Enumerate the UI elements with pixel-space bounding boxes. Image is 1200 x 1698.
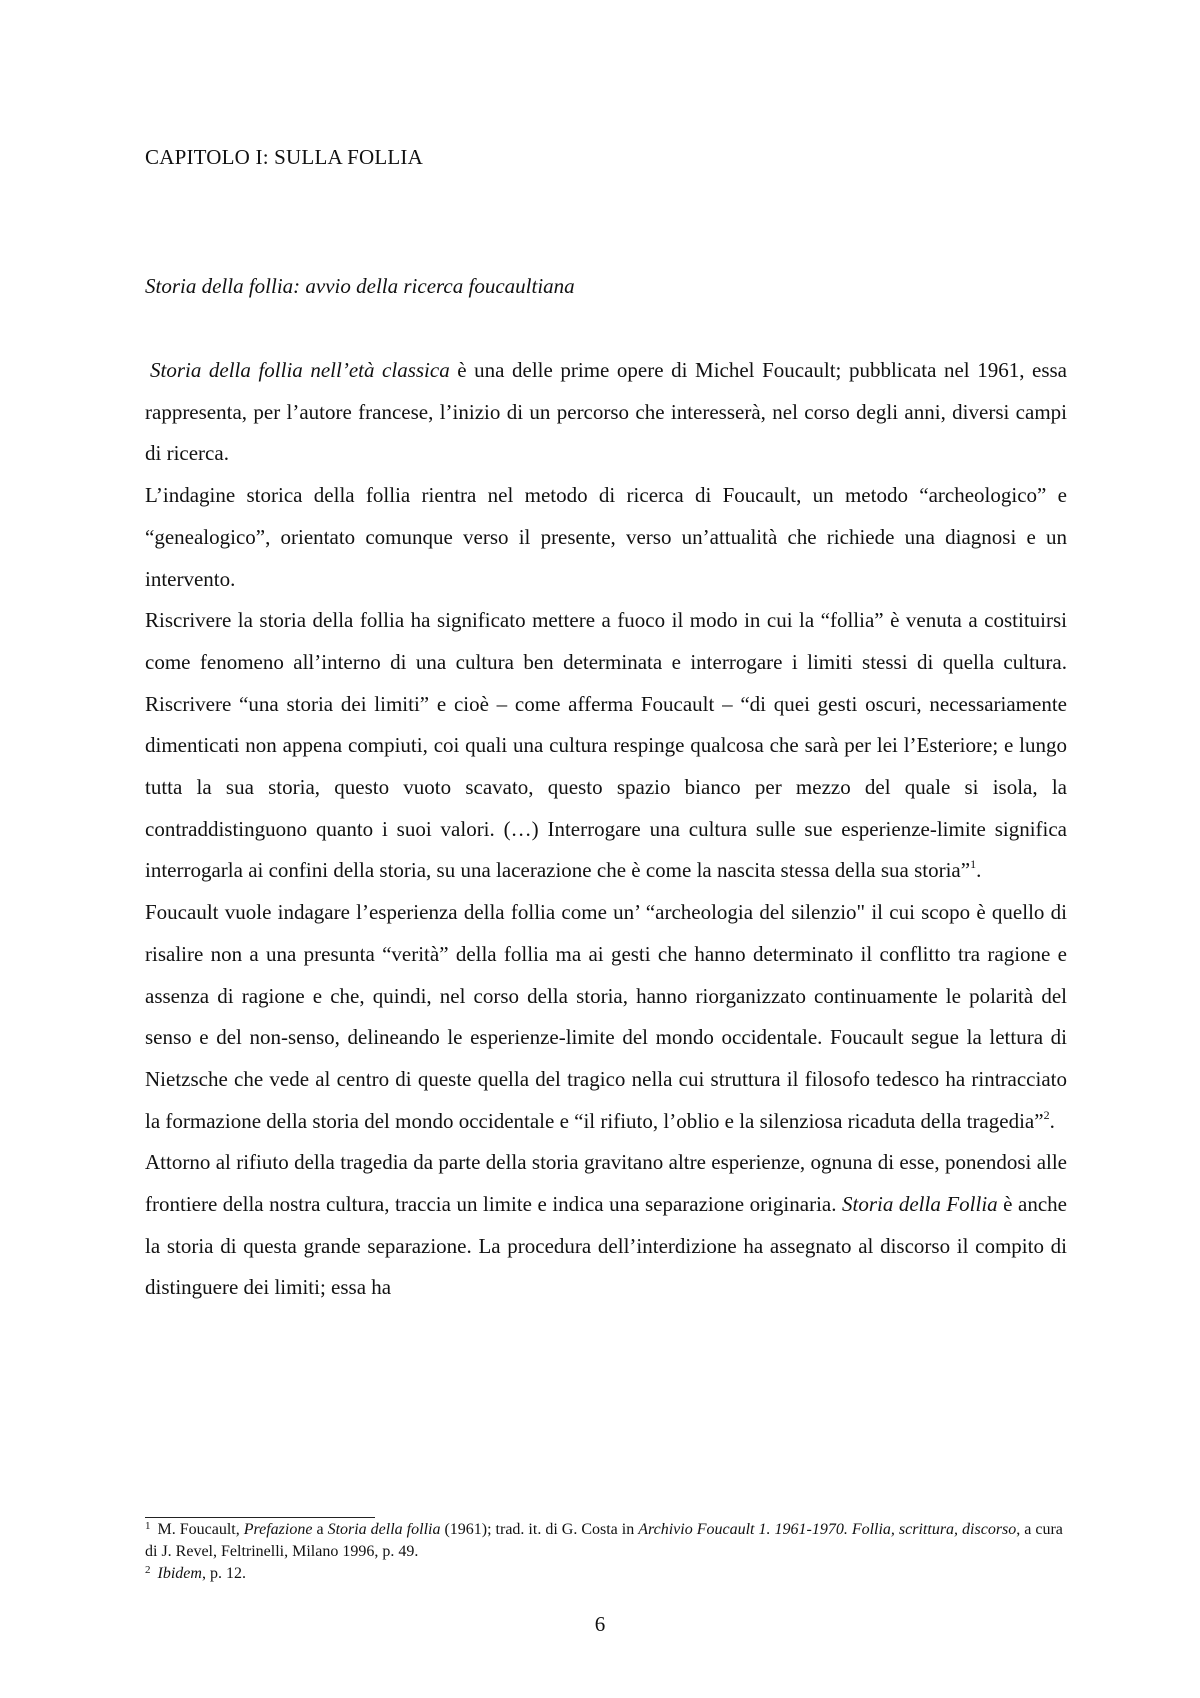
page-number: 6	[594, 1612, 606, 1636]
footnote-italic-run: Ibidem	[157, 1565, 202, 1582]
paragraph-3-end: .	[976, 858, 982, 883]
footnote-2-text	[154, 1565, 246, 1582]
paragraph-4	[145, 892, 1067, 1142]
footnote-separator	[145, 1517, 375, 1518]
paragraph-1-text: è una delle prime opere di Michel Foucault; pubblicata nel 1961, essa rappresenta, per l’autore francese, l’inizio di un percorso che interesserà, nel corso degli anni, diversi campi di ricerca.	[145, 358, 1067, 466]
footnote-1	[145, 1519, 1075, 1563]
paragraph-1	[145, 350, 1067, 475]
paragraph-3	[145, 600, 1067, 892]
footnote-2	[145, 1563, 1075, 1585]
body-text	[145, 350, 1067, 1309]
footnote-text-run: M. Foucault,	[153, 1521, 244, 1538]
footnote-text-run: a	[312, 1521, 328, 1538]
book-title-italic: Storia della follia nell’età classica	[150, 358, 450, 382]
footnote-italic-run: Storia della follia	[327, 1521, 441, 1538]
footnote-italic-run: Archivio Foucault 1. 1961-1970. Follia, scrittura, discorso	[638, 1521, 1017, 1538]
footnote-text-run: (1961); trad. it. di G. Costa in	[440, 1521, 639, 1538]
footnotes	[145, 1519, 1075, 1585]
paragraph-2-text: L’indagine storica della follia rientra nel metodo di ricerca di Foucault, un metodo “archeologico” e “genealogico”, orientato comunque verso il presente, verso un’attualità che richiede una diagnosi e un intervento.	[145, 483, 1067, 591]
footnote-number: 2	[145, 1564, 151, 1576]
paragraph-5	[145, 1142, 1067, 1309]
paragraph-3-text: Riscrivere la storia della follia ha significato mettere a fuoco il modo in cui la “follia” è venuta a costituirsi come fenomeno all’interno di una cultura ben determinata e interrogare i limiti stessi di quella cultura. Riscrivere “una storia dei limiti” e cioè – come afferma Foucault – “di quei gesti oscuri, necessariamente dimenticati non appena compiuti, coi quali una cultura respinge qualcosa che sarà per lei l’Esteriore; e lungo tutta la sua storia, questo vuoto scavato, questo spazio bianco per mezzo del quale si isola, la contraddistinguono quanto i suoi valori. (…) Interrogare una cultura sulle sue esperienze-limite significa interrogarla ai confini della storia, su una lacerazione che è come la nascita stessa della sua storia”	[145, 608, 1067, 883]
paragraph-4-end: .	[1049, 1108, 1055, 1133]
paragraph-4-text: Foucault vuole indagare l’esperienza della follia come un’ “archeologia del silenzio" il cui scopo è quello di risalire non a una presunta “verità” della follia ma ai gesti che hanno determinato il conflitto tra ragione e assenza di ragione e che, quindi, nel corso della storia, hanno riorganizzato continuamente le polarità del senso e del non-senso, delineando le esperienze-limite del mondo occidentale. Foucault segue la lettura di Nietzsche che vede al centro di queste quella del tragico nella cui struttura il filosofo tedesco ha rintracciato la formazione della storia del mondo occidentale e “il rifiuto, l’oblio e la silenziosa ricaduta della tragedia”	[145, 900, 1067, 1133]
footnote-text-run: , p. 12.	[201, 1565, 246, 1582]
section-title: Storia della follia: avvio della ricerca foucaultiana	[145, 274, 575, 298]
footnote-number: 1	[145, 1520, 151, 1532]
footnote-1-text	[145, 1521, 1063, 1560]
paragraph-5-text-b: è anche la storia di questa grande separazione. La procedura dell’interdizione ha assegnato al discorso il compito di distinguere dei limiti; essa ha	[145, 1192, 1067, 1300]
paragraph-5-text-a: Attorno al rifiuto della tragedia da parte della storia gravitano altre esperienze, ognuna di esse, ponendosi alle frontiere della nostra cultura, traccia un limite e indica una separazione originaria.	[145, 1150, 1067, 1217]
footnote-reference-1[interactable]: 1	[970, 857, 977, 872]
footnote-reference-2[interactable]: 2	[1043, 1107, 1050, 1122]
footnote-italic-run: Prefazione	[243, 1521, 313, 1538]
chapter-title: CAPITOLO I: SULLA FOLLIA	[145, 145, 423, 169]
paragraph-2	[145, 475, 1067, 600]
book-title-italic-2: Storia della Follia	[841, 1192, 998, 1217]
footnote-text-run: , a cura di J. Revel, Feltrinelli, Milano 1996, p. 49.	[145, 1521, 1063, 1560]
